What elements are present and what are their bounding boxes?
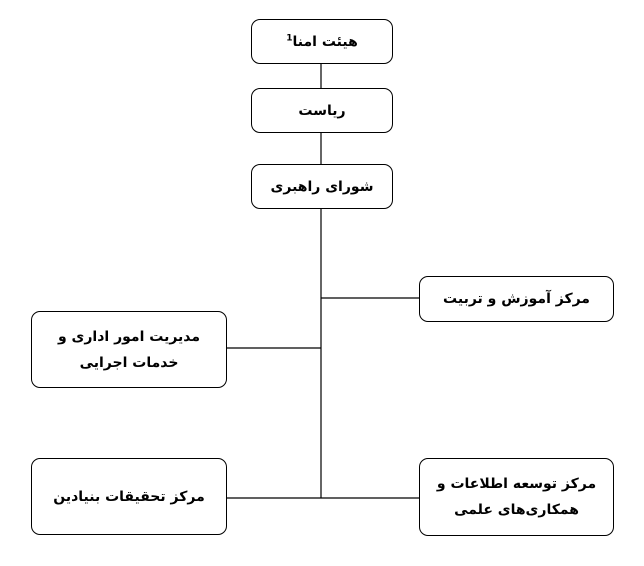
- info-center-box: [419, 458, 614, 536]
- presidency-label: ریاست: [298, 102, 346, 119]
- education-center-label: مرکز آموزش و تربیت: [443, 291, 590, 307]
- research-center-box: [31, 458, 227, 535]
- footnote-marker: 1: [286, 32, 293, 43]
- admin-management-box: [31, 311, 227, 388]
- presidency-box: [251, 88, 393, 133]
- info-center-line1: مرکز توسعه اطلاعات و: [436, 476, 597, 492]
- steering-council-label: شورای راهبری: [270, 178, 374, 195]
- admin-management-line1: مدیریت امور اداری و: [57, 328, 201, 345]
- research-center-label: مرکز تحقیقات بنیادین: [53, 488, 205, 505]
- board-of-trustees-label: هیئت امنا: [292, 33, 358, 50]
- info-center-line2: همکاری‌های علمی: [454, 502, 579, 518]
- education-center-box: [419, 276, 614, 322]
- admin-management-line2: خدمات اجرایی: [79, 354, 179, 371]
- steering-council-box: [251, 164, 393, 209]
- board-of-trustees-box: [251, 19, 393, 64]
